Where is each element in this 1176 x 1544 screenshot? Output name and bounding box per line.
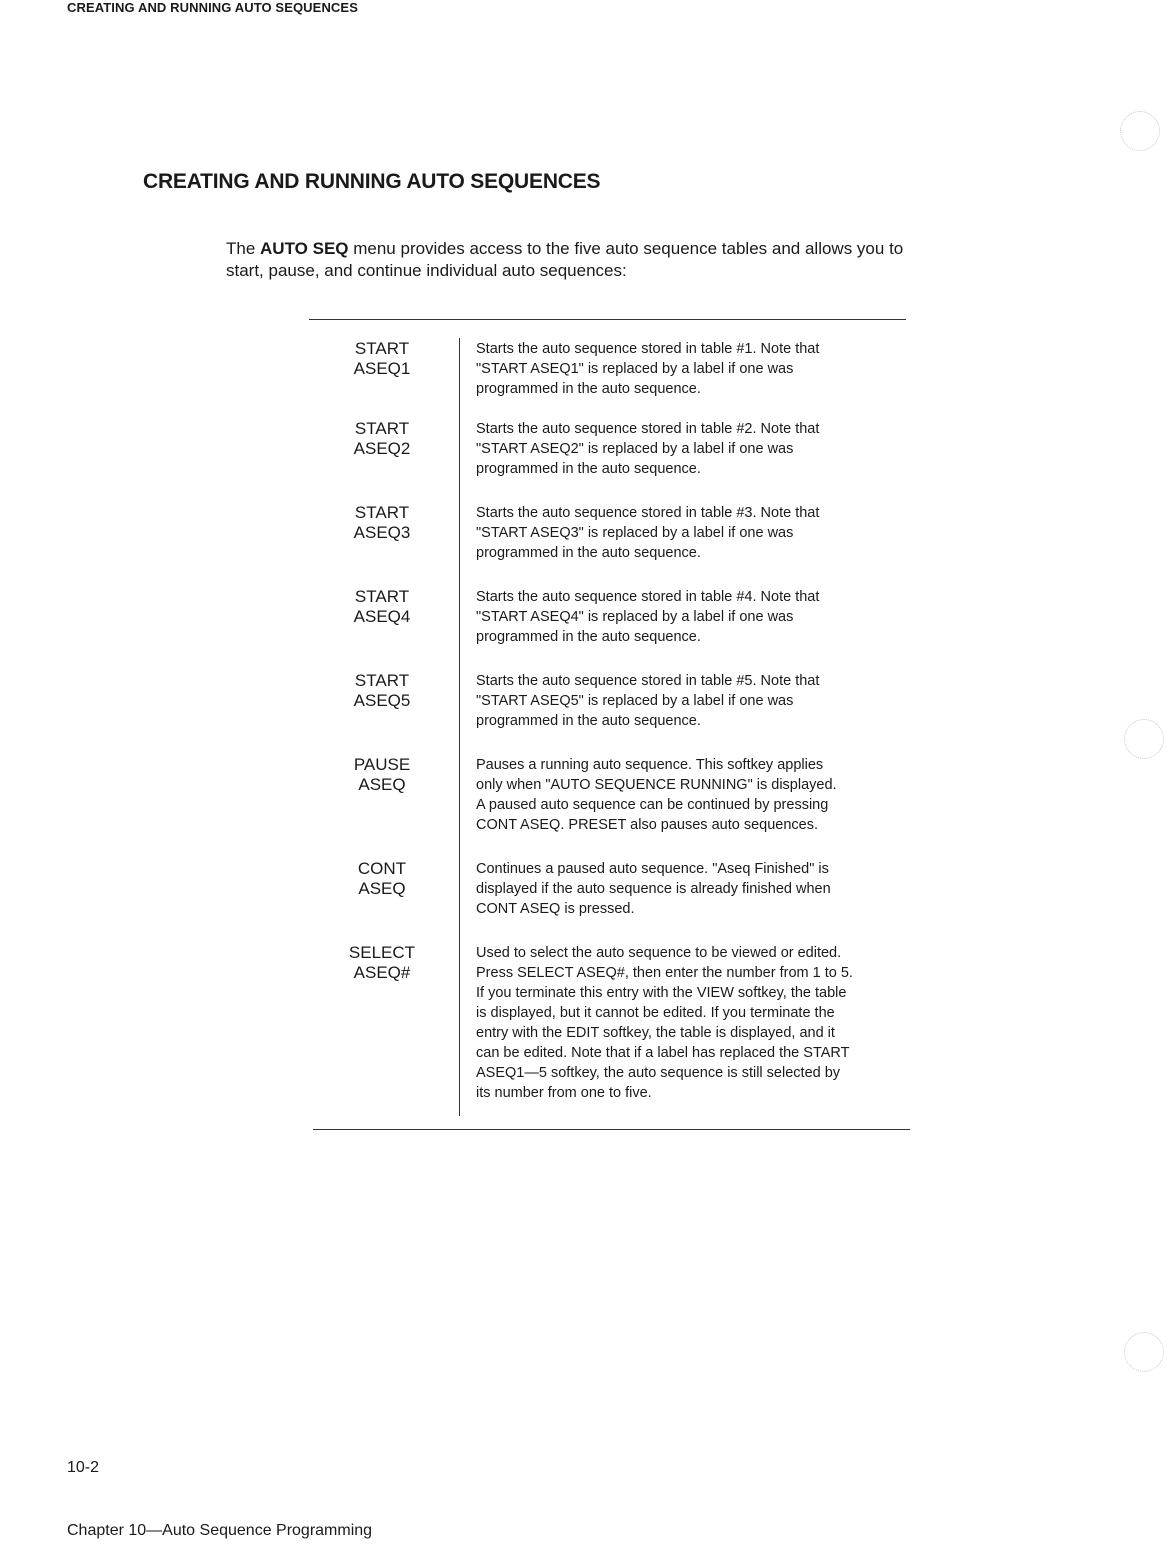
binder-hole bbox=[1120, 111, 1160, 151]
page-number: 10-2 bbox=[67, 1459, 100, 1476]
description-line: can be edited. Note that if a label has replaced the START bbox=[476, 1045, 850, 1061]
table-divider bbox=[459, 338, 460, 1116]
softkey-name-line: START bbox=[354, 339, 410, 358]
softkey-description bbox=[476, 671, 916, 731]
softkey-name bbox=[330, 339, 434, 379]
softkey-description bbox=[476, 755, 916, 835]
binder-hole bbox=[1124, 1332, 1164, 1372]
description-line: CONT ASEQ is pressed. bbox=[476, 901, 635, 917]
softkey-name-line: SELECT bbox=[348, 943, 416, 962]
table-top-rule bbox=[309, 319, 906, 320]
description-line: Pauses a running auto sequence. This softkey applies bbox=[476, 757, 824, 773]
description-line: programmed in the auto sequence. bbox=[476, 713, 701, 729]
description-line: Used to select the auto sequence to be viewed or edited. bbox=[476, 945, 842, 961]
softkey-name bbox=[330, 943, 434, 983]
softkey-description bbox=[476, 587, 916, 647]
description-line: Press SELECT ASEQ#, then enter the number from 1 to 5. bbox=[476, 965, 853, 981]
description-line: entry with the EDIT softkey, the table is displayed, and it bbox=[476, 1025, 835, 1041]
description-line: its number from one to five. bbox=[476, 1085, 652, 1101]
description-line: programmed in the auto sequence. bbox=[476, 629, 701, 645]
softkey-description bbox=[476, 419, 916, 479]
intro-paragraph bbox=[226, 238, 966, 282]
softkey-name-line: PAUSE bbox=[353, 755, 411, 774]
softkey-name bbox=[330, 587, 434, 627]
softkey-name-line: START bbox=[354, 503, 410, 522]
running-header: CREATING AND RUNNING AUTO SEQUENCES bbox=[67, 0, 358, 15]
description-line: "START ASEQ5" is replaced by a label if one was bbox=[476, 693, 794, 709]
softkey-name bbox=[330, 671, 434, 711]
intro-line1: menu provides access to the five auto sequence tables and allows you to bbox=[348, 239, 904, 258]
softkey-name-line: ASEQ3 bbox=[353, 523, 411, 542]
softkey-name-line: START bbox=[354, 419, 410, 438]
table-bottom-rule bbox=[313, 1129, 910, 1130]
description-line: Starts the auto sequence stored in table #2. Note that bbox=[476, 421, 820, 437]
description-line: Starts the auto sequence stored in table #1. Note that bbox=[476, 341, 820, 357]
description-line: only when "AUTO SEQUENCE RUNNING" is displayed. bbox=[476, 777, 837, 793]
description-line: "START ASEQ2" is replaced by a label if one was bbox=[476, 441, 794, 457]
description-line: "START ASEQ4" is replaced by a label if one was bbox=[476, 609, 794, 625]
description-line: Continues a paused auto sequence. "Aseq Finished" is bbox=[476, 861, 829, 877]
intro-prefix: The bbox=[226, 239, 261, 258]
softkey-name-line: ASEQ2 bbox=[353, 439, 411, 458]
softkey-name-line: ASEQ bbox=[358, 879, 406, 898]
description-line: "START ASEQ1" is replaced by a label if one was bbox=[476, 361, 794, 377]
description-line: "START ASEQ3" is replaced by a label if one was bbox=[476, 525, 794, 541]
softkey-description bbox=[476, 503, 916, 563]
description-line: ASEQ1—5 softkey, the auto sequence is still selected by bbox=[476, 1065, 841, 1081]
description-line: A paused auto sequence can be continued by pressing bbox=[476, 797, 829, 813]
description-line: Starts the auto sequence stored in table #5. Note that bbox=[476, 673, 820, 689]
description-line: CONT ASEQ. PRESET also pauses auto sequences. bbox=[476, 817, 819, 833]
chapter-footer: Chapter 10—Auto Sequence Programming bbox=[67, 1522, 373, 1539]
description-line: Starts the auto sequence stored in table #3. Note that bbox=[476, 505, 820, 521]
softkey-name-line: START bbox=[354, 671, 410, 690]
softkey-name-line: ASEQ bbox=[358, 775, 406, 794]
softkey-name bbox=[330, 859, 434, 899]
binder-hole bbox=[1124, 719, 1164, 759]
description-line: is displayed, but it cannot be edited. If you terminate the bbox=[476, 1005, 835, 1021]
softkey-name-line: ASEQ1 bbox=[353, 359, 411, 378]
description-line: Starts the auto sequence stored in table #4. Note that bbox=[476, 589, 820, 605]
description-line: programmed in the auto sequence. bbox=[476, 461, 701, 477]
description-line: displayed if the auto sequence is already finished when bbox=[476, 881, 831, 897]
softkey-name-line: START bbox=[354, 587, 410, 606]
softkey-description bbox=[476, 859, 916, 919]
softkey-name-line: ASEQ4 bbox=[353, 607, 411, 626]
softkey-name bbox=[330, 419, 434, 459]
softkey-name bbox=[330, 755, 434, 795]
softkey-name-line: ASEQ# bbox=[353, 963, 411, 982]
softkey-name-line: ASEQ5 bbox=[353, 691, 411, 710]
softkey-description bbox=[476, 339, 916, 399]
softkey-description bbox=[476, 943, 916, 1103]
description-line: programmed in the auto sequence. bbox=[476, 381, 701, 397]
description-line: If you terminate this entry with the VIEW softkey, the table bbox=[476, 985, 847, 1001]
intro-menu-name: AUTO SEQ bbox=[260, 239, 349, 258]
section-title: CREATING AND RUNNING AUTO SEQUENCES bbox=[143, 170, 601, 193]
softkey-name-line: CONT bbox=[357, 859, 407, 878]
description-line: programmed in the auto sequence. bbox=[476, 545, 701, 561]
intro-line2: start, pause, and continue individual auto sequences: bbox=[226, 261, 627, 280]
softkey-name bbox=[330, 503, 434, 543]
